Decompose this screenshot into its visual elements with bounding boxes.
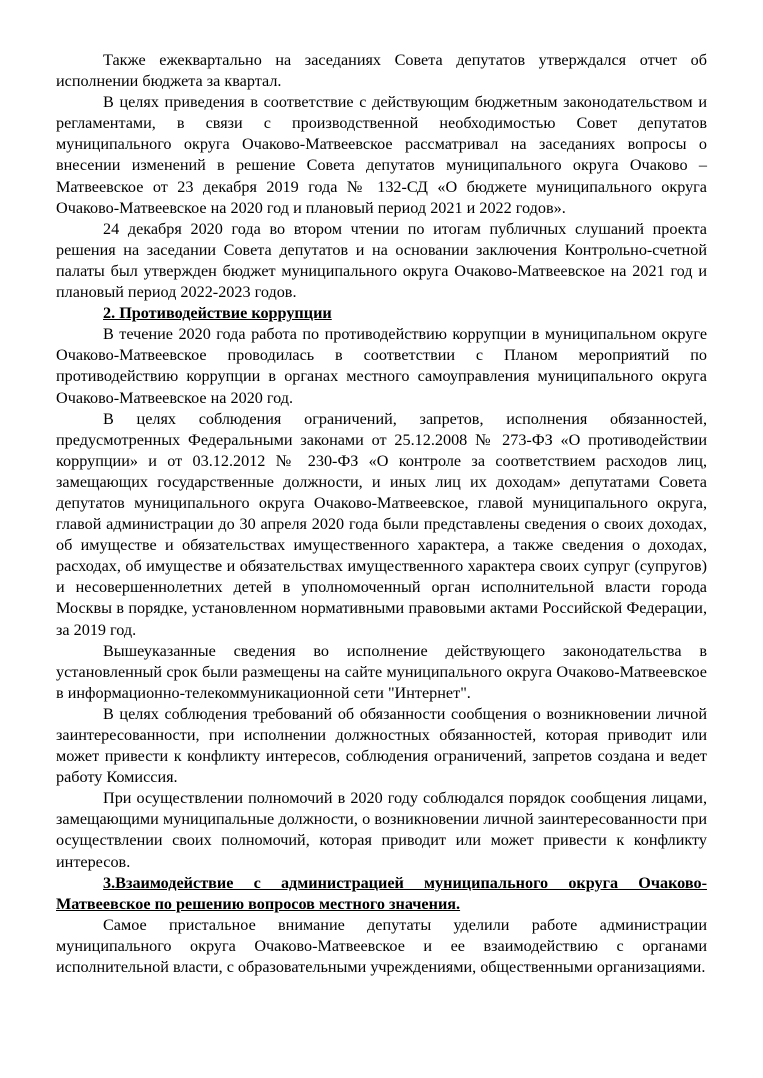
section-heading-anticorruption: 2. Противодействие коррупции — [103, 304, 332, 323]
paragraph-budget-reports: Также ежеквартально на заседаниях Совета депутатов утверждался отчет об исполнении бюджета за квартал. — [56, 51, 707, 91]
paragraph-conflict-of-interest: При осуществлении полномочий в 2020 году соблюдался порядок сообщения лицами, замещающими муниципальные должности, о возникновении личной заинтересованности при осуществлении своих полномочий, которая приводит или может привести к конфликту интересов. — [56, 789, 707, 871]
paragraph-budget-amendments: В целях приведения в соответствие с действующим бюджетным законодательством и регламентами, в связи с производственной необходимостью Совет депутатов муниципального округа Очаково-Матвеевское рассматривал на заседаниях вопросы о внесении изменений в решение Совета депутатов муниципального округа Очаково – Матвеевское от 23 декабря 2019 года № 132-СД «О бюджете муниципального округа Очаково-Матвеевское на 2020 год и плановый период 2021 и 2022 годов». — [56, 93, 707, 217]
paragraph-commission: В целях соблюдения требований об обязанности сообщения о возникновении личной заинтересованности, при исполнении должностных обязанностей, которая приводит или может привести к конфликту интересов, соблюдения ограничений, запретов создана и ведет работу Комиссия. — [56, 704, 707, 787]
paragraph-budget-approval: 24 декабря 2020 года во втором чтении по итогам публичных слушаний проекта решения на заседании Совета депутатов и на основании заключения Контрольно-счетной палаты был утвержден бюджет муниципального округа Очаково-Матвеевское на 2021 год и плановый период 2022-2023 годов. — [56, 219, 707, 302]
paragraph-anticorruption-plan: В течение 2020 года работа по противодействию коррупции в муниципальном округе Очаково-Матвеевское проводилась в соответствии с Планом мероприятий по противодействию коррупции в органах местного самоуправления муниципального округа Очаково-Матвеевское на 2020 год. — [56, 325, 707, 407]
paragraph-website-publication: Вышеуказанные сведения во исполнение действующего законодательства в установленный срок были размещены на сайте муниципального округа Очаково-Матвеевское в информационно-телекоммуникационной сети "Интернет". — [56, 641, 707, 702]
section-heading-administration: 3.Взаимодействие с администрацией муниципального округа Очаково-Матвеевское по решению вопросов местного значения. — [56, 873, 707, 913]
paragraph-income-declarations: В целях соблюдения ограничений, запретов, исполнения обязанностей, предусмотренных Федеральными законами от 25.12.2008 № 273-ФЗ «О противодействии коррупции» и от 03.12.2012 № 230-ФЗ «О контроле за соответствием расходов лиц, замещающих государственные должности, и иных лиц их доходам» депутатами Совета депутатов муниципального округа Очаково-Матвеевское, главой муниципального округа, главой администрации до 30 апреля 2020 года были представлены сведения о своих доходах, об имуществе и обязательствах имущественного характера, а также сведения о доходах, расходах, об имуществе и обязательствах имущественного характера своих супруг (супругов) и несовершеннолетних детей в уполномоченный орган исполнительной власти города Москвы в порядке, установленном нормативными правовыми актами Российской Федерации, за 2019 год. — [56, 409, 707, 639]
paragraph-administration-interaction: Самое пристальное внимание депутаты уделили работе администрации муниципального округа Очаково-Матвеевское и ее взаимодействию с органами исполнительной власти, с образовательными учреждениями, общественными организациями. — [56, 915, 707, 977]
